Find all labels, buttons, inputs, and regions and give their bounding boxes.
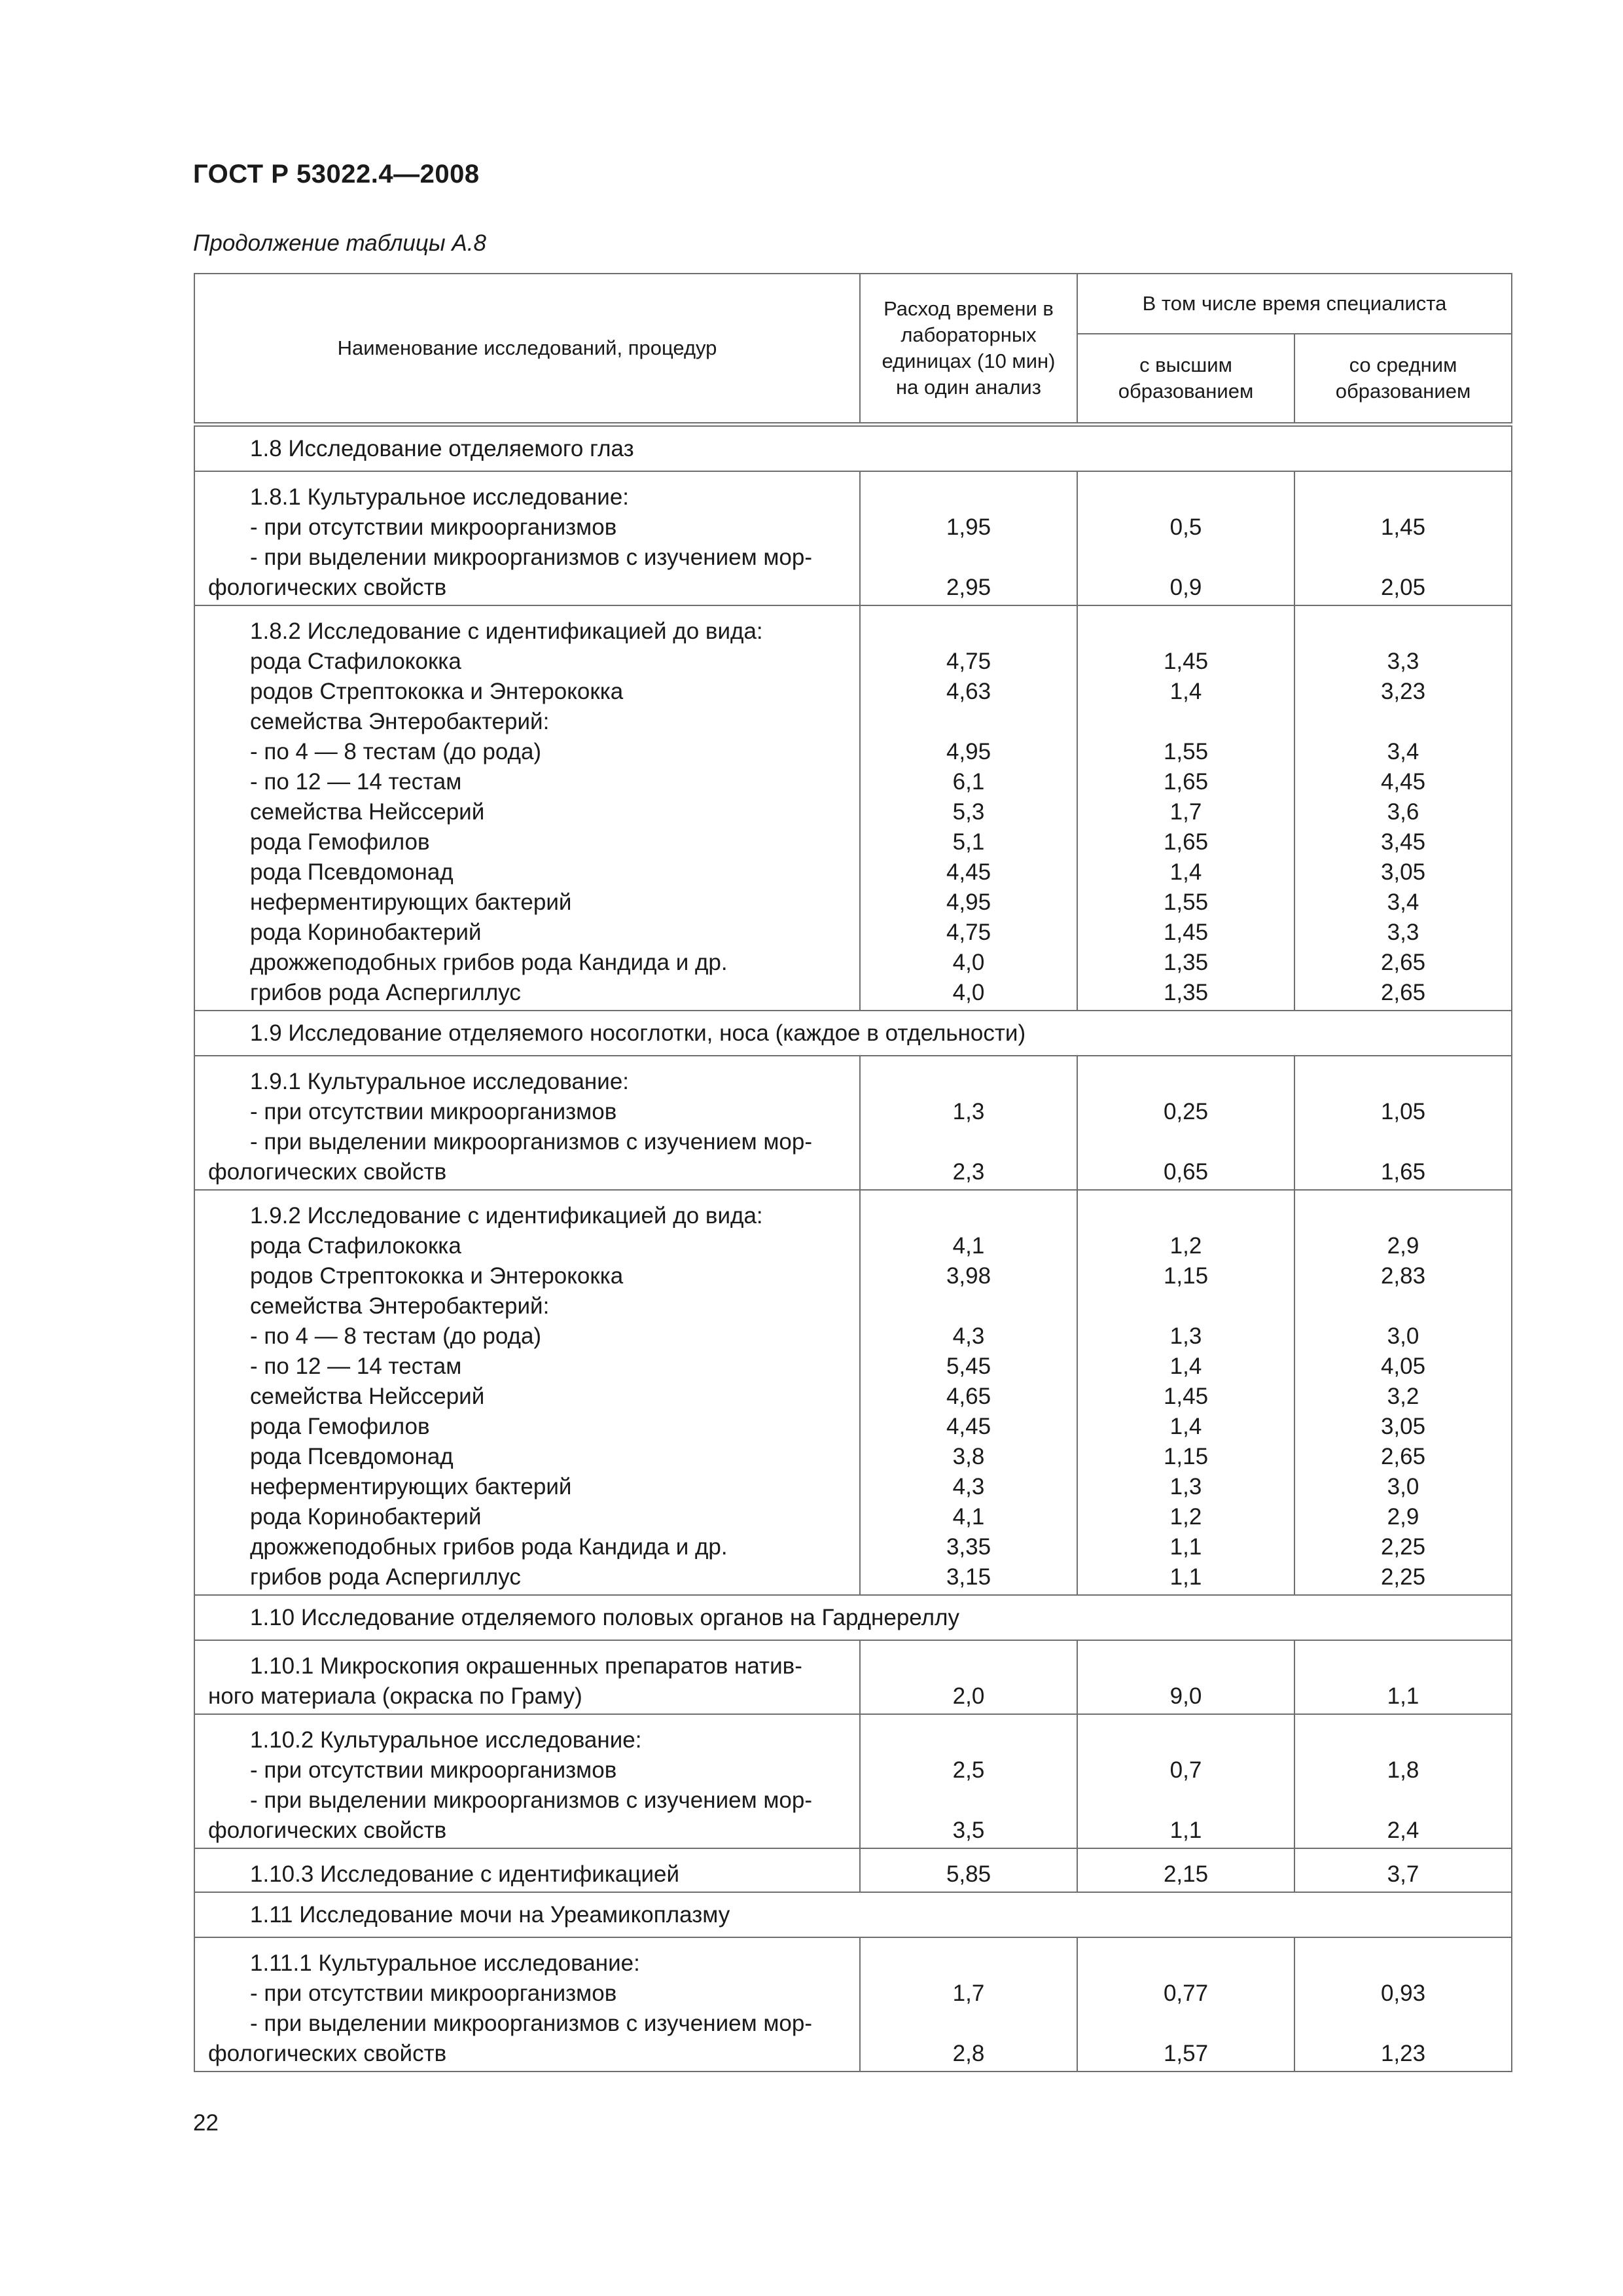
procedure-line: рода Коринобактерий [250,920,482,945]
cell-time-secondary [1294,1190,1512,1595]
procedure-line: семейства Нейссерий [250,799,485,825]
value-line: 1,2 [1169,1504,1202,1530]
cell-procedure [194,1848,860,1892]
procedure-line: рода Гемофилов [250,829,430,855]
value-line: 3,3 [1387,920,1419,945]
header-higher-line: образованием [1118,380,1254,403]
value-line: 4,45 [946,859,991,885]
procedure-line: - при выделении микроорганизмов с изучением мор- [250,1787,813,1813]
value-line: 2,5 [952,1757,985,1783]
value-line [1078,617,1294,647]
cell-time-secondary [1294,1640,1512,1714]
value-line: 3,4 [1387,889,1419,915]
value-line: 4,45 [1380,769,1426,795]
procedure-line: 1.9.2 Исследование с идентификацией до вида: [250,1203,763,1229]
header-time-line: единицах (10 мин) [882,350,1056,372]
cell-time-total [860,1190,1077,1595]
value-line: 1,45 [1380,514,1426,540]
value-line: 3,8 [952,1444,985,1469]
cell-procedure [194,1190,860,1595]
value-line: 1,35 [1163,980,1209,1005]
value-line: 4,45 [946,1414,991,1439]
value-line: 4,3 [952,1323,985,1349]
value-line: 0,5 [1169,514,1202,540]
cell-time-secondary [1294,1714,1512,1848]
value-line: 4,0 [952,950,985,975]
value-line [1078,1127,1294,1157]
table-row [194,1056,1512,1190]
section-title: 1.10 Исследование отделяемого половых органов на Гарднереллу [194,1595,1512,1640]
header-time-line: на один анализ [896,376,1041,399]
section-title: 1.8 Исследование отделяемого глаз [194,425,1512,472]
value-line [861,617,1077,647]
value-line: 1,55 [1163,889,1209,915]
value-line: 4,1 [952,1233,985,1259]
table-body [194,425,1512,2072]
value-line: 2,83 [1380,1263,1426,1289]
cell-time-total [860,605,1077,1011]
table-row [194,1848,1512,1892]
procedure-line: - при выделении микроорганизмов с изучением мор- [250,2011,813,2036]
table-row [194,1640,1512,1714]
value-line: 1,1 [1169,1534,1202,1560]
value-line: 0,9 [1169,575,1202,600]
value-line: 3,0 [1387,1474,1419,1499]
value-line [1295,1948,1511,1979]
value-line: 2,65 [1380,1444,1426,1469]
table-row [194,1190,1512,1595]
cell-procedure [194,605,860,1011]
value-line: 1,3 [1169,1323,1202,1349]
value-line: 1,65 [1380,1159,1426,1185]
value-line: 1,15 [1163,1263,1209,1289]
value-line [1295,2009,1511,2039]
value-line [1295,1067,1511,1097]
table-row [194,1714,1512,1848]
value-line [1078,1201,1294,1231]
value-line: 1,05 [1380,1099,1426,1124]
value-line: 3,6 [1387,799,1419,825]
value-line: 4,3 [952,1474,985,1499]
procedure-line: дрожжеподобных грибов рода Кандида и др. [250,1534,728,1560]
procedure-line: - по 4 — 8 тестам (до рода) [250,739,542,764]
value-line: 2,8 [952,2041,985,2066]
cell-procedure [194,1056,860,1190]
cell-time-total [860,1848,1077,1892]
cell-time-secondary [1294,1056,1512,1190]
value-line: 6,1 [952,769,985,795]
value-line: 1,4 [1169,679,1202,704]
procedure-line: грибов рода Аспергиллус [250,980,521,1005]
cell-time-higher [1077,471,1294,605]
value-line: 3,23 [1380,679,1426,704]
value-line: 3,3 [1387,649,1419,674]
procedure-line: фологических свойств [208,2041,447,2066]
value-line: 2,65 [1380,980,1426,1005]
cell-procedure [194,471,860,605]
value-line [1078,543,1294,573]
cell-time-total [860,1640,1077,1714]
value-line [861,1127,1077,1157]
header-time-line: лабораторных [901,323,1037,346]
value-line: 1,65 [1163,769,1209,795]
cell-time-total [860,1056,1077,1190]
value-line: 4,05 [1380,1354,1426,1379]
cell-time-total [860,1714,1077,1848]
procedure-line: семейства Энтеробактерий: [250,709,550,734]
procedure-line: фологических свойств [208,1159,447,1185]
section-row [194,1011,1512,1056]
value-line [861,1725,1077,1755]
procedure-line: 1.8.2 Исследование с идентификацией до вида: [250,619,763,644]
value-line: 1,35 [1163,950,1209,975]
resource-table [194,273,1512,2072]
value-line: 2,4 [1387,1818,1419,1843]
value-line: 4,95 [946,889,991,915]
value-line: 1,95 [946,514,991,540]
procedure-line: дрожжеподобных грибов рода Кандида и др. [250,950,728,975]
cell-time-higher [1077,1848,1294,1892]
procedure-line: неферментирующих бактерий [250,889,572,915]
cell-time-higher [1077,1714,1294,1848]
procedure-line: грибов рода Аспергиллус [250,1564,521,1590]
value-line: 4,1 [952,1504,985,1530]
procedure-line: - по 12 — 14 тестам [250,769,462,795]
value-line [1295,1201,1511,1231]
value-line: 5,85 [946,1861,991,1887]
value-line [1078,482,1294,512]
value-line: 4,65 [946,1384,991,1409]
value-line: 9,0 [1169,1683,1202,1709]
procedure-line: 1.8.1 Культуральное исследование: [250,484,630,510]
procedure-line: 1.11.1 Культуральное исследование: [250,1950,640,1976]
cell-time-higher [1077,1937,1294,2072]
value-line: 5,45 [946,1354,991,1379]
cell-time-total [860,471,1077,605]
value-line: 0,65 [1163,1159,1209,1185]
header-name: Наименование исследований, процедур [194,274,860,425]
cell-time-secondary [1294,1848,1512,1892]
value-line [1078,1785,1294,1816]
value-line: 1,4 [1169,859,1202,885]
value-line [1295,1785,1511,1816]
value-line: 0,25 [1163,1099,1209,1124]
value-line [861,1067,1077,1097]
header-secondary-education [1294,334,1512,425]
section-title: 1.11 Исследование мочи на Уреамикоплазму [194,1892,1512,1937]
value-line: 1,8 [1387,1757,1419,1783]
value-line [1295,1127,1511,1157]
header-specialist-group: В том числе время специалиста [1077,274,1512,334]
value-line: 2,65 [1380,950,1426,975]
value-line [1295,707,1511,737]
cell-time-secondary [1294,471,1512,605]
value-line: 3,35 [946,1534,991,1560]
cell-time-higher [1077,1056,1294,1190]
value-line: 1,1 [1169,1818,1202,1843]
value-line: 4,75 [946,920,991,945]
value-line: 1,57 [1163,2041,1209,2066]
value-line: 5,3 [952,799,985,825]
value-line: 2,25 [1380,1534,1426,1560]
procedure-line: родов Стрептококка и Энтерококка [250,1263,624,1289]
value-line: 2,9 [1387,1233,1419,1259]
value-line: 0,7 [1169,1757,1202,1783]
value-line: 2,95 [946,575,991,600]
table-row [194,471,1512,605]
section-title: 1.9 Исследование отделяемого носоглотки, носа (каждое в отдельности) [194,1011,1512,1056]
value-line [1295,1651,1511,1681]
header-secondary-line: образованием [1335,380,1471,403]
procedure-line: рода Гемофилов [250,1414,430,1439]
value-line: 1,23 [1380,2041,1426,2066]
procedure-line: 1.10.1 Микроскопия окрашенных препаратов натив- [250,1653,802,1679]
procedure-line: - при выделении микроорганизмов с изучением мор- [250,545,813,570]
section-row [194,1595,1512,1640]
cell-procedure [194,1714,860,1848]
value-line: 2,0 [952,1683,985,1709]
section-row [194,1892,1512,1937]
table-caption: Продолжение таблицы А.8 [193,230,486,256]
value-line: 1,45 [1163,1384,1209,1409]
header-time-line: Расход времени в [883,297,1054,320]
cell-procedure [194,1937,860,2072]
value-line [1078,1651,1294,1681]
value-line: 1,3 [1169,1474,1202,1499]
value-line: 4,0 [952,980,985,1005]
value-line: 1,7 [952,1981,985,2006]
value-line [861,482,1077,512]
value-line: 3,0 [1387,1323,1419,1349]
value-line [861,1291,1077,1321]
procedure-line: рода Псевдомонад [250,859,454,885]
value-line: 1,55 [1163,739,1209,764]
value-line: 3,05 [1380,859,1426,885]
value-line: 1,1 [1387,1683,1419,1709]
header-higher-line: с высшим [1139,353,1232,376]
procedure-line: рода Псевдомонад [250,1444,454,1469]
value-line: 4,63 [946,679,991,704]
procedure-line: семейства Энтеробактерий: [250,1293,550,1319]
header-time [860,274,1077,425]
value-line: 1,4 [1169,1354,1202,1379]
value-line: 2,9 [1387,1504,1419,1530]
value-line: 4,75 [946,649,991,674]
procedure-line: 1.10.3 Исследование с идентификацией [250,1861,680,1887]
value-line: 3,2 [1387,1384,1419,1409]
value-line: 3,4 [1387,739,1419,764]
value-line [1295,1291,1511,1321]
procedure-line: рода Стафилококка [250,1233,461,1259]
value-line [1078,1067,1294,1097]
header-higher-education [1077,334,1294,425]
value-line: 1,1 [1169,1564,1202,1590]
value-line: 1,45 [1163,920,1209,945]
document-code: ГОСТ Р 53022.4—2008 [193,160,480,188]
value-line [1078,2009,1294,2039]
value-line: 3,45 [1380,829,1426,855]
value-line: 4,95 [946,739,991,764]
table-row [194,605,1512,1011]
value-line: 3,05 [1380,1414,1426,1439]
value-line: 3,15 [946,1564,991,1590]
cell-time-secondary [1294,605,1512,1011]
value-line [861,543,1077,573]
value-line: 3,5 [952,1818,985,1843]
procedure-line: ного материала (окраска по Граму) [208,1683,582,1709]
cell-time-higher [1077,1190,1294,1595]
value-line [1078,707,1294,737]
procedure-line: семейства Нейссерий [250,1384,485,1409]
value-line [861,1201,1077,1231]
value-line: 1,4 [1169,1414,1202,1439]
cell-time-total [860,1937,1077,2072]
procedure-line: фологических свойств [208,1818,447,1843]
value-line: 2,15 [1163,1861,1209,1887]
procedure-line: неферментирующих бактерий [250,1474,572,1499]
value-line [1078,1291,1294,1321]
cell-time-higher [1077,1640,1294,1714]
header-secondary-line: со средним [1349,353,1457,376]
value-line: 1,65 [1163,829,1209,855]
cell-time-secondary [1294,1937,1512,2072]
value-line: 1,2 [1169,1233,1202,1259]
value-line [1295,617,1511,647]
value-line: 0,77 [1163,1981,1209,2006]
value-line: 2,3 [952,1159,985,1185]
value-line [1078,1948,1294,1979]
value-line: 0,93 [1380,1981,1426,2006]
value-line [861,2009,1077,2039]
procedure-line: - по 12 — 14 тестам [250,1354,462,1379]
value-line [1295,543,1511,573]
page-number: 22 [193,2110,219,2136]
procedure-line: - при отсутствии микроорганизмов [250,514,617,540]
value-line: 1,45 [1163,649,1209,674]
procedure-line: рода Стафилококка [250,649,461,674]
procedure-line: - по 4 — 8 тестам (до рода) [250,1323,542,1349]
value-line: 5,1 [952,829,985,855]
procedure-line: - при отсутствии микроорганизмов [250,1981,617,2006]
value-line: 3,7 [1387,1861,1419,1887]
procedure-line: - при отсутствии микроорганизмов [250,1099,617,1124]
value-line: 2,25 [1380,1564,1426,1590]
value-line: 2,05 [1380,575,1426,600]
procedure-line: 1.10.2 Культуральное исследование: [250,1727,642,1753]
procedure-line: родов Стрептококка и Энтерококка [250,679,624,704]
cell-procedure [194,1640,860,1714]
cell-time-higher [1077,605,1294,1011]
value-line [1078,1725,1294,1755]
section-row [194,425,1512,472]
value-line: 1,7 [1169,799,1202,825]
procedure-line: - при отсутствии микроорганизмов [250,1757,617,1783]
procedure-line: - при выделении микроорганизмов с изучением мор- [250,1129,813,1155]
value-line: 1,15 [1163,1444,1209,1469]
procedure-line: 1.9.1 Культуральное исследование: [250,1069,630,1094]
value-line [861,707,1077,737]
table-row [194,1937,1512,2072]
value-line [1295,1725,1511,1755]
procedure-line: фологических свойств [208,575,447,600]
procedure-line: рода Коринобактерий [250,1504,482,1530]
value-line [861,1785,1077,1816]
value-line [861,1651,1077,1681]
value-line [1295,482,1511,512]
value-line: 3,98 [946,1263,991,1289]
value-line [861,1948,1077,1979]
value-line: 1,3 [952,1099,985,1124]
